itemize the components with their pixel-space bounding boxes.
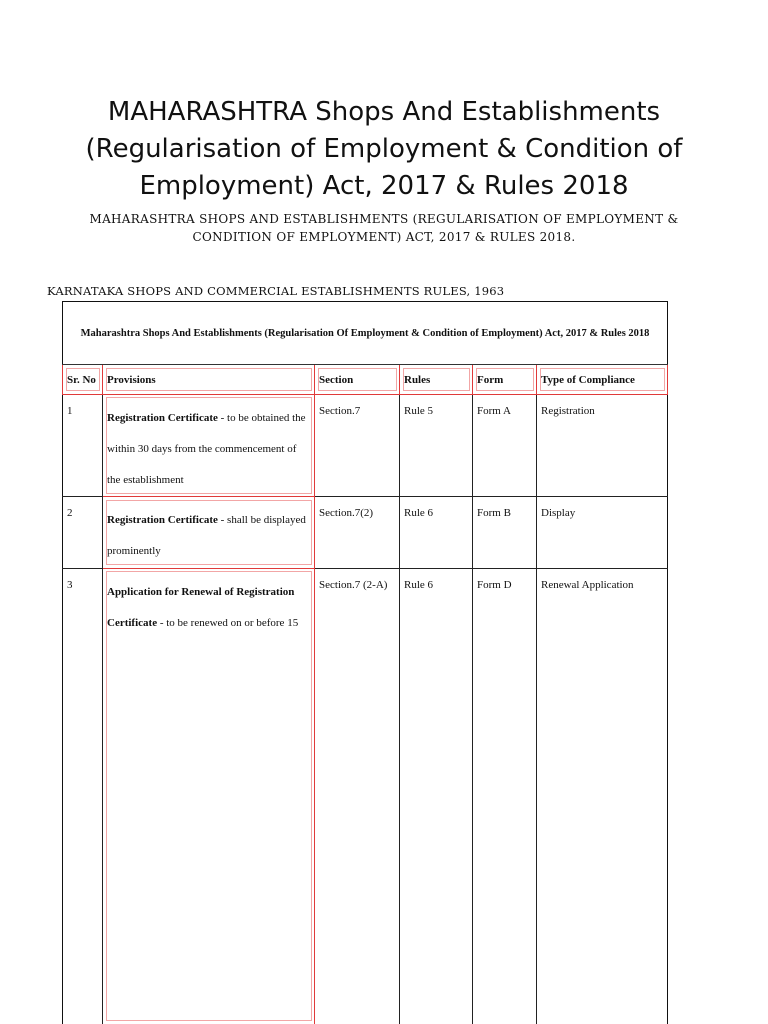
cell-type: Display <box>537 497 668 568</box>
table-header-row <box>63 365 668 394</box>
provision-detail: - to be obtained the within 30 days from the commencement of the establishment <box>107 411 306 486</box>
table-caption: Maharashtra Shops And Establishments (Regularisation Of Employment & Condition of Employment) Act, 2017 & Rules 2018 <box>63 302 668 365</box>
header-sr-no: Sr. No <box>63 365 103 394</box>
table-row <box>63 394 668 497</box>
cell-sr-no: 2 <box>63 497 103 568</box>
reference-line: KARNATAKA SHOPS AND COMMERCIAL ESTABLISHMENTS RULES, 1963 <box>47 284 505 298</box>
cell-provision <box>103 497 315 568</box>
table-row <box>63 568 668 1024</box>
cell-rule: Rule 5 <box>400 394 473 497</box>
cell-form: Form D <box>473 568 537 1024</box>
provision-detail: - shall be displayed prominently <box>107 514 306 558</box>
cell-section: Section.7 (2-A) <box>315 568 400 1024</box>
cell-form: Form A <box>473 394 537 497</box>
cell-rule: Rule 6 <box>400 497 473 568</box>
provision-title: Application for Renewal of Registration Certificate <box>107 585 295 629</box>
cell-section: Section.7(2) <box>315 497 400 568</box>
provision-title: Registration Certificate <box>107 514 218 527</box>
provision-detail: - to be renewed on or before 15 <box>157 616 299 629</box>
header-provisions: Provisions <box>103 365 315 394</box>
cell-provision <box>103 394 315 497</box>
cell-sr-no: 1 <box>63 394 103 497</box>
cell-type: Registration <box>537 394 668 497</box>
compliance-table <box>62 301 668 1024</box>
document-subtitle: MAHARASHTRA SHOPS AND ESTABLISHMENTS (REGULARISATION OF EMPLOYMENT & CONDITION OF EMPLOYMENT) ACT, 2017 & RULES 2018. <box>89 212 679 244</box>
cell-type: Renewal Application <box>537 568 668 1024</box>
header-type-of-compliance: Type of Compliance <box>537 365 668 394</box>
header-form: Form <box>473 365 537 394</box>
document-title: MAHARASHTRA Shops And Establishments (Regularisation of Employment & Condition of Employment) Act, 2017 & Rules 2018 <box>85 97 683 201</box>
provision-title: Registration Certificate <box>107 411 218 424</box>
cell-form: Form B <box>473 497 537 568</box>
cell-section: Section.7 <box>315 394 400 497</box>
cell-rule: Rule 6 <box>400 568 473 1024</box>
header-section: Section <box>315 365 400 394</box>
table-row <box>63 497 668 568</box>
cell-sr-no: 3 <box>63 568 103 1024</box>
cell-provision <box>103 568 315 1024</box>
header-rules: Rules <box>400 365 473 394</box>
